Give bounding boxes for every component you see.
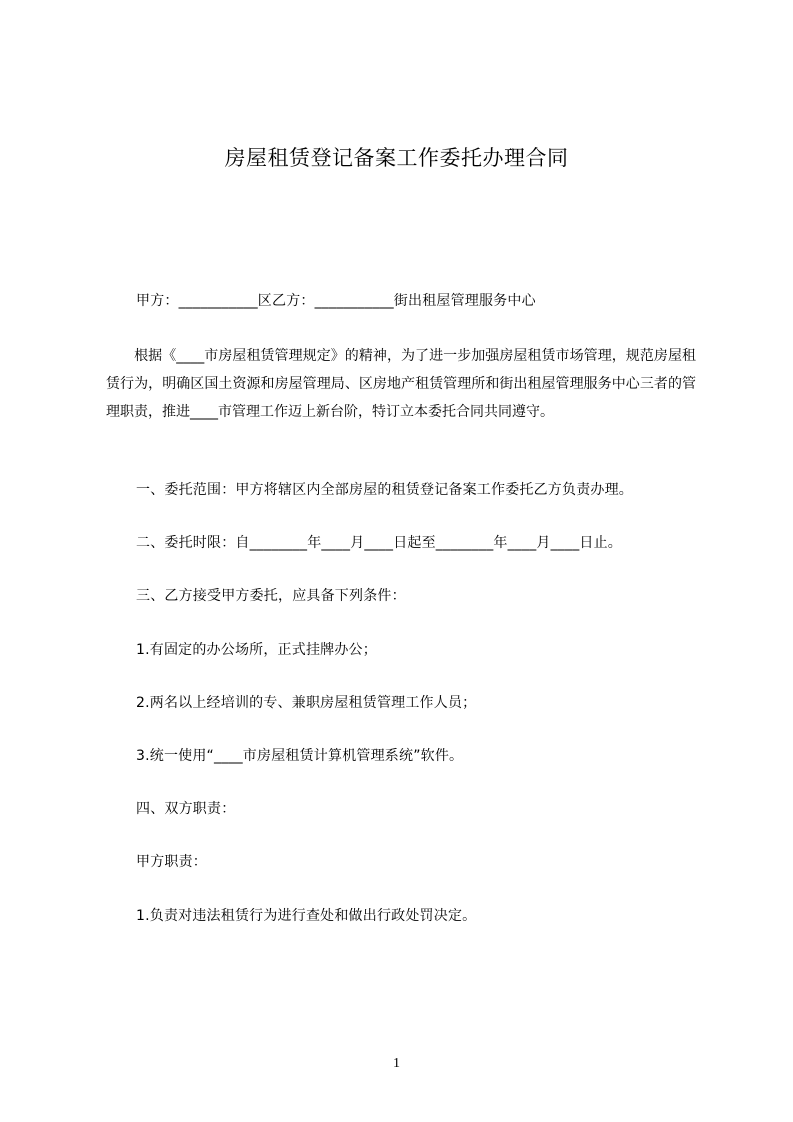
condition-staff: 2.两名以上经培训的专、兼职房屋租赁管理工作人员；	[136, 695, 477, 711]
page-number: 1	[393, 1056, 400, 1071]
party-a-duties-heading: 甲方职责：	[136, 854, 207, 870]
intro-paragraph: 根据《____市房屋租赁管理规定》的精神，为了进一步加强房屋租赁市场管理，规范房屋租赁行为，明确区国土资源和房屋管理局、区房地产租赁管理所和街出租屋管理服务中心三者的管理职责，推进____市管理工作迈上新台阶，特订立本委托合同共同遵守。	[106, 348, 696, 420]
document-title: 房屋租赁登记备案工作委托办理合同	[224, 146, 569, 170]
clause-term: 二、委托时限：自________年____月____日起至________年____月____日止。	[136, 535, 622, 551]
party-a-duty-item: 1.负责对违法租赁行为进行查处和做出行政处罚决定。	[136, 908, 477, 924]
condition-office: 1.有固定的办公场所，正式挂牌办公；	[136, 642, 377, 658]
condition-software: 3.统一使用“____市房屋租赁计算机管理系统”软件。	[136, 748, 464, 764]
party-line: 甲方：___________区乙方：___________街出租屋管理服务中心	[136, 293, 536, 309]
clause-scope: 一、委托范围：甲方将辖区内全部房屋的租赁登记备案工作委托乙方负责办理。	[136, 482, 633, 498]
clause-conditions: 三、乙方接受甲方委托，应具备下列条件：	[136, 588, 406, 604]
clause-responsibilities: 四、双方职责：	[136, 801, 236, 817]
